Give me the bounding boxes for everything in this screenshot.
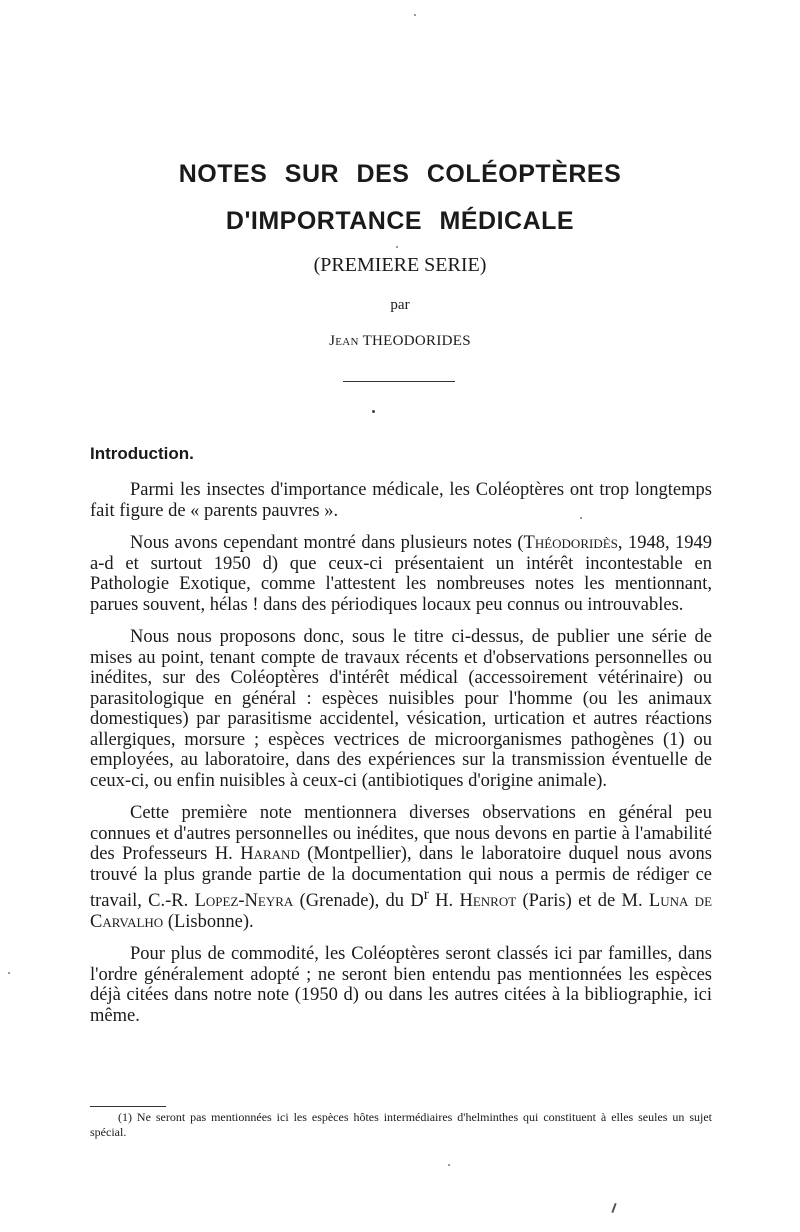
body-text bbox=[90, 480, 712, 1038]
name-luna-de-carvalho: Luna de Carvalho bbox=[90, 891, 713, 932]
name-henrot: Henrot bbox=[459, 891, 517, 912]
footnote-divider bbox=[90, 1106, 166, 1107]
paragraph-5: Pour plus de commodité, les Coléoptères seront classés ici par familles, dans l'ordre généralement adopté ; ne seront bien entendu pas mentionnées les espèces déjà citées dans notre note (1950 d) ou dans les autres citées à la bibliographie, ici même. bbox=[90, 944, 712, 1026]
footnote: (1) Ne seront pas mentionnées ici les espèces hôtes intermédiaires d'helminthes qui constituent à elles seules un sujet spécial. bbox=[90, 1110, 712, 1139]
paragraph-4 bbox=[90, 803, 712, 932]
title-line-2: D'IMPORTANCE MÉDICALE bbox=[225, 207, 575, 235]
ornament-dot bbox=[372, 410, 375, 413]
scan-speck bbox=[580, 517, 582, 519]
title-line-1: NOTES SUR DES COLÉOPTÈRES bbox=[178, 160, 622, 188]
scan-speck bbox=[8, 972, 10, 974]
scan-speck bbox=[396, 246, 398, 248]
series-subtitle: (PREMIERE SERIE) bbox=[313, 254, 487, 276]
paragraph-4-part-d: H. bbox=[428, 891, 460, 912]
scan-speck bbox=[414, 14, 416, 16]
paragraph-1: Parmi les insectes d'importance médicale, les Coléoptères ont trop longtemps fait figure de « parents pauvres ». bbox=[90, 480, 712, 521]
paragraph-2-part-b: , 1948, 1949 a-d et surtout 1950 d) que ceux-ci présentaient un intérêt incontestable en Pathologie Exotique, comme l'attestent les nombreuses notes les mentionnant, parues souvent, hélas ! dans des périodiques locaux peu connus ou introuvables. bbox=[90, 533, 712, 615]
author-first-name: Jean bbox=[329, 333, 359, 349]
citation-theodorides: Théodoridès bbox=[523, 533, 618, 553]
paragraph-4-part-f: (Lisbonne). bbox=[163, 911, 254, 932]
byline-par: par bbox=[390, 297, 410, 313]
doctor-superscript: r bbox=[423, 886, 429, 903]
paragraph-4-part-a: Cette première note mentionnera diverses observations en général peu connues et d'autres personnelles ou inédites, que nous devons en partie à l'amabilité des Professeurs H. bbox=[90, 803, 712, 864]
name-lopez-neyra: Lopez-Neyra bbox=[194, 891, 294, 912]
paragraph-2-part-a: Nous avons cependant montré dans plusieurs notes ( bbox=[130, 533, 524, 553]
author-last-name: THEODORIDES bbox=[362, 333, 471, 349]
paragraph-4-part-e: (Paris) et de M. bbox=[516, 891, 649, 912]
paragraph-3: Nous nous proposons donc, sous le titre ci-dessus, de publier une série de mises au point, tenant compte de travaux récents et d'observations personnelles ou inédites, sur des Coléoptères d'intérêt médical (accessoirement vétérinaire) ou parasitologique en général : espèces nuisibles pour l'homme (ou les animaux domestiques) par parasitisme accidentel, vésication, urtication et autres réactions allergiques, morsure ; espèces vectrices de microorganismes pathogènes (1) ou employées, au laboratoire, dans des expériences sur la transmission éventuelle de ceux-ci, ou enfin nuisibles à ceux-ci (antibiotiques d'origine animale). bbox=[90, 627, 712, 791]
scan-mark bbox=[611, 1203, 616, 1213]
paragraph-4-part-b: (Montpellier), dans le laboratoire duquel nous avons trouvé la plus grande partie de la documentation qui nous a permis de rédiger ce travail, C.-R. bbox=[90, 844, 713, 912]
paragraph-4-part-c: (Grenade), du D bbox=[293, 891, 424, 912]
author-name bbox=[0, 333, 800, 350]
name-harand: Harand bbox=[240, 844, 300, 864]
section-heading-introduction: Introduction. bbox=[90, 444, 194, 463]
paragraph-2 bbox=[90, 533, 712, 615]
title-divider bbox=[343, 381, 455, 382]
scan-speck bbox=[448, 1164, 450, 1166]
